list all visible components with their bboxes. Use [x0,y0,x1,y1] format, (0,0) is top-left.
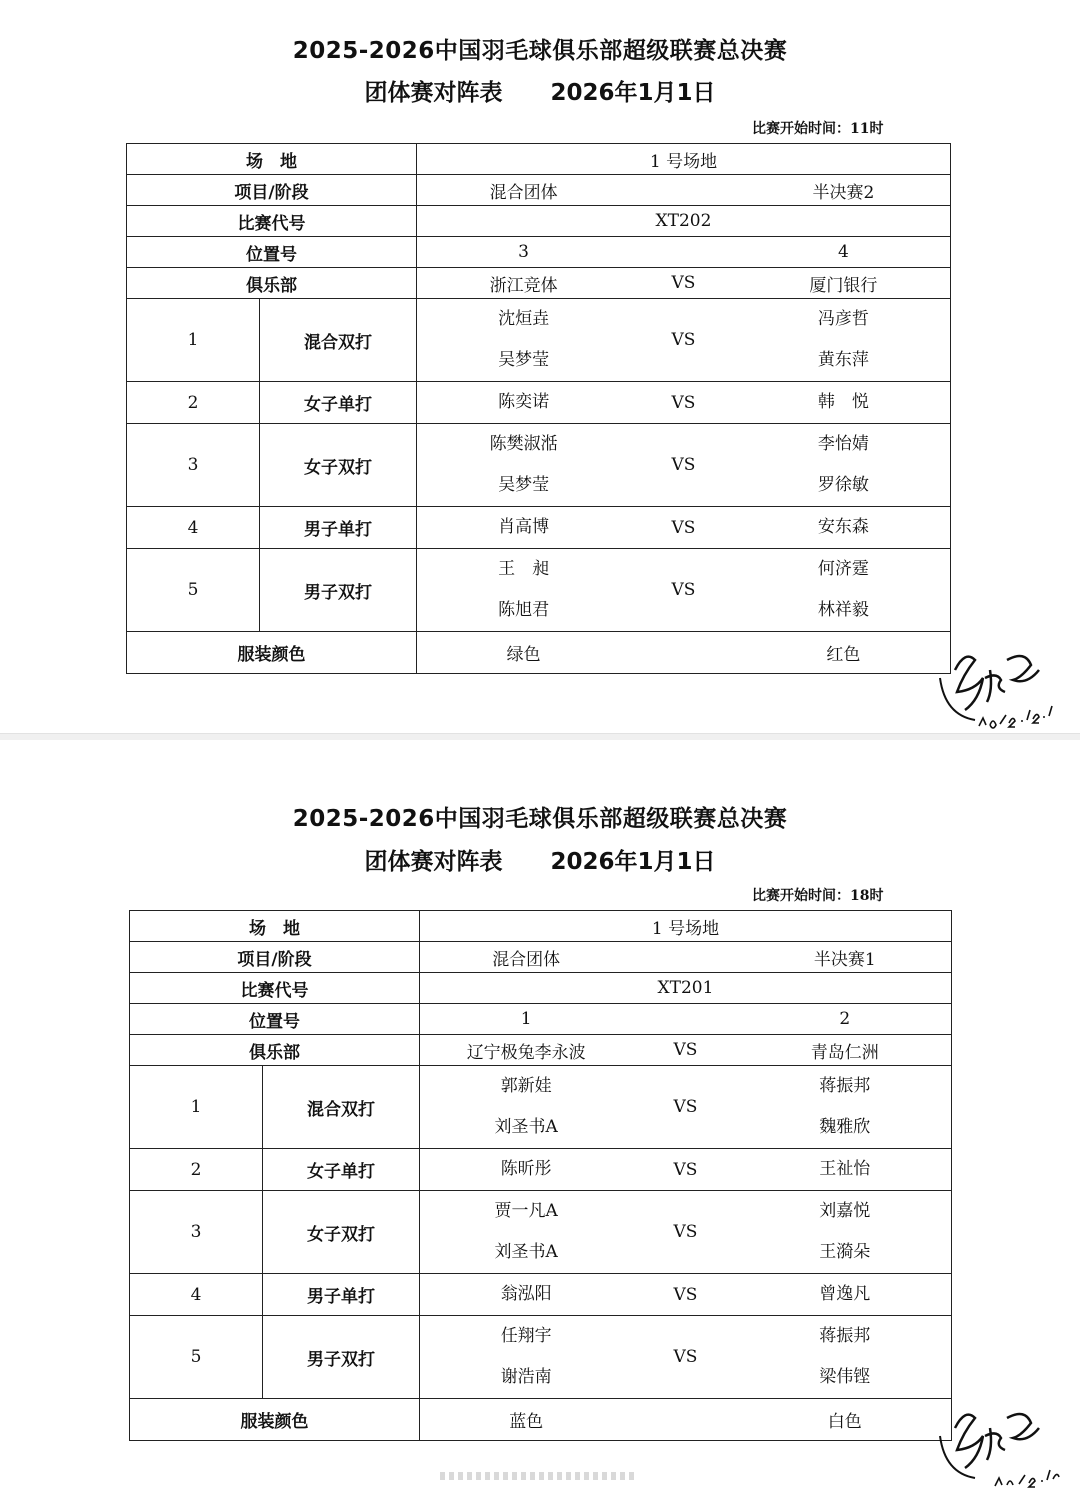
page-indicator-dot [458,1472,463,1480]
match-players [417,507,951,549]
player-left: 陈樊淑湉 [489,434,558,454]
event-stage-value [417,175,951,206]
match-players [417,424,951,507]
player-left: 吴梦莹 [498,475,550,495]
event-value: 混合团体 [492,949,561,970]
page-indicator-dot [593,1472,598,1480]
player-right: 蒋振邦 [819,1076,871,1096]
page-indicator-dot [620,1472,625,1480]
match-row [127,382,951,424]
start-time: 比赛开始时间：18时 [752,888,884,904]
match-code-row [127,206,951,237]
player-right: 蒋振邦 [819,1326,871,1346]
page-indicator-dot [530,1472,535,1480]
vs-label: VS [671,580,696,600]
page-indicator-dot [485,1472,490,1480]
player-right: 曾逸凡 [819,1284,871,1304]
match-code-value: XT202 [417,206,951,237]
match-type: 混合双打 [263,1066,420,1149]
position-right: 4 [837,242,849,262]
match-date: 2026年1月1日 [550,849,716,875]
player-right: 王祉怡 [819,1159,871,1179]
uniform-right: 红色 [826,645,861,665]
position-left: 3 [518,242,529,262]
match-number: 3 [127,424,260,507]
player-left: 吴梦莹 [498,350,550,370]
sheet-subtitle [0,843,1080,876]
player-left: 贾一凡A [494,1201,558,1221]
venue-row [130,911,952,942]
position-value [417,237,951,268]
player-right: 何济霆 [817,559,869,579]
match-code-row [130,973,952,1004]
sheet-title: 2025-2026中国羽毛球俱乐部超级联赛总决赛 [292,806,788,832]
match-players [420,1316,952,1399]
vs-label: VS [673,1159,698,1180]
match-number: 4 [130,1274,263,1316]
match-type: 女子单打 [263,1149,420,1191]
fixture-table [126,143,951,674]
signature-date-mark [995,1470,1059,1487]
match-code-label: 比赛代号 [130,973,420,1004]
match-number: 5 [127,549,260,632]
page-indicator-dot [467,1472,472,1480]
player-right: 韩 悦 [817,392,869,412]
match-code-value: XT201 [420,973,952,1004]
event-stage-row [127,175,951,206]
match-players [420,1274,952,1316]
position-left: 1 [520,1009,532,1029]
player-right: 林祥毅 [817,600,869,620]
page-indicator-dot [476,1472,481,1480]
venue-label: 场 地 [127,144,417,175]
vs-label: VS [673,1097,698,1117]
fixture-table [129,910,952,1441]
fixture-sheet-1 [0,0,1080,740]
match-row [127,424,951,507]
position-row [127,237,951,268]
player-left: 肖高博 [498,517,550,537]
player-left: 郭新娃 [500,1076,552,1096]
player-left: 陈奕诺 [498,392,550,412]
match-row [130,1316,952,1399]
player-right: 刘嘉悦 [819,1201,871,1221]
vs-label: VS [671,455,696,475]
uniform-left: 蓝色 [509,1412,544,1432]
player-left: 王 昶 [498,559,550,579]
player-right: 李怡婧 [817,434,869,454]
event-stage-value [420,942,952,973]
match-type: 女子单打 [260,382,417,424]
page-indicator-dot [503,1472,508,1480]
player-left: 陈旭君 [498,600,550,620]
match-number: 3 [130,1191,263,1274]
page-indicator-dot [575,1472,580,1480]
match-type: 男子双打 [260,549,417,632]
uniform-row [130,1399,952,1441]
match-number: 2 [130,1149,263,1191]
club-left: 辽宁极兔李永波 [466,1042,586,1063]
referee-signature [935,630,1070,735]
uniform-left: 绿色 [506,645,541,665]
uniform-row [127,632,951,674]
page-indicator-dot [629,1472,634,1480]
vs-label: VS [673,1222,698,1242]
event-stage-label: 项目/阶段 [127,175,417,206]
match-type: 男子双打 [263,1316,420,1399]
stage-value: 半决赛2 [812,182,875,203]
venue-label: 场 地 [130,911,420,942]
player-left: 刘圣书A [494,1242,558,1262]
player-right: 梁伟铿 [819,1367,871,1387]
page-indicator-dot [512,1472,517,1480]
page-indicator-dot [611,1472,616,1480]
vs-label: VS [673,1347,698,1367]
match-number: 5 [130,1316,263,1399]
page-indicator-dot [449,1472,454,1480]
position-value [420,1004,952,1035]
club-value [417,268,951,299]
match-players [417,382,951,424]
player-right: 魏雅欣 [819,1117,871,1137]
match-type: 男子单打 [260,507,417,549]
match-players [420,1149,952,1191]
club-label: 俱乐部 [127,268,417,299]
club-value [420,1035,952,1066]
match-players [417,299,951,382]
page-indicator-dot [539,1472,544,1480]
position-right: 2 [839,1009,851,1029]
club-label: 俱乐部 [130,1035,420,1066]
vs-label: VS [671,392,696,413]
uniform-value [417,632,951,674]
match-row [127,549,951,632]
match-number: 1 [130,1066,263,1149]
venue-row [127,144,951,175]
subtitle-text: 团体赛对阵表 [364,849,503,875]
vs-label: VS [671,330,696,350]
uniform-right: 白色 [827,1412,862,1432]
match-row [127,507,951,549]
subtitle-text: 团体赛对阵表 [364,80,503,106]
match-row [130,1191,952,1274]
match-date: 2026年1月1日 [550,80,716,106]
match-type: 女子双打 [263,1191,420,1274]
player-left: 沈烜垚 [498,309,550,329]
club-right: 青岛仁洲 [810,1042,879,1063]
player-left: 任翔宇 [500,1326,552,1346]
vs-label: VS [671,517,696,538]
page-indicator-dot [566,1472,571,1480]
match-type: 男子单打 [263,1274,420,1316]
vs-label: VS [673,1040,698,1060]
match-type: 混合双打 [260,299,417,382]
page-indicator-dot [521,1472,526,1480]
player-right: 冯彦哲 [817,309,869,329]
page-indicator-dot [557,1472,562,1480]
match-row [130,1066,952,1149]
fixture-sheet-2 [0,740,1080,1488]
club-row [130,1035,952,1066]
event-stage-label: 项目/阶段 [130,942,420,973]
event-stage-row [130,942,952,973]
match-number: 4 [127,507,260,549]
match-players [420,1066,952,1149]
match-code-label: 比赛代号 [127,206,417,237]
referee-signature [935,1388,1070,1488]
page-indicator-dot [602,1472,607,1480]
player-right: 安东森 [817,517,869,537]
uniform-value [420,1399,952,1441]
club-right: 厦门银行 [809,275,878,296]
sheet-subtitle [0,74,1080,107]
match-number: 2 [127,382,260,424]
match-type: 女子双打 [260,424,417,507]
signature-date-mark [979,706,1052,728]
vs-label: VS [671,273,696,293]
stage-value: 半决赛1 [813,949,876,970]
venue-value: 1 号场地 [420,911,952,942]
club-left: 浙江竞体 [489,275,558,296]
match-row [130,1149,952,1191]
page-indicator-dot [584,1472,589,1480]
player-right: 罗徐敏 [817,475,869,495]
player-left: 翁泓阳 [500,1284,552,1304]
match-players [420,1191,952,1274]
player-left: 刘圣书A [494,1117,558,1137]
match-row [127,299,951,382]
uniform-label: 服装颜色 [127,632,417,674]
page-indicator-dot [494,1472,499,1480]
vs-label: VS [673,1284,698,1305]
start-time: 比赛开始时间：11时 [752,121,884,137]
venue-value: 1 号场地 [417,144,951,175]
match-number: 1 [127,299,260,382]
page-indicator-dot [440,1472,445,1480]
position-label: 位置号 [127,237,417,268]
match-row [130,1274,952,1316]
player-right: 黄东萍 [817,350,869,370]
page-indicator [440,1472,640,1480]
player-left: 谢浩南 [500,1367,552,1387]
position-row [130,1004,952,1035]
player-right: 王漪朵 [819,1242,871,1262]
player-left: 陈昕彤 [500,1159,552,1179]
match-players [417,549,951,632]
sheet-title: 2025-2026中国羽毛球俱乐部超级联赛总决赛 [292,38,788,64]
club-row [127,268,951,299]
uniform-label: 服装颜色 [130,1399,420,1441]
position-label: 位置号 [130,1004,420,1035]
event-value: 混合团体 [489,182,558,203]
page-indicator-dot [548,1472,553,1480]
